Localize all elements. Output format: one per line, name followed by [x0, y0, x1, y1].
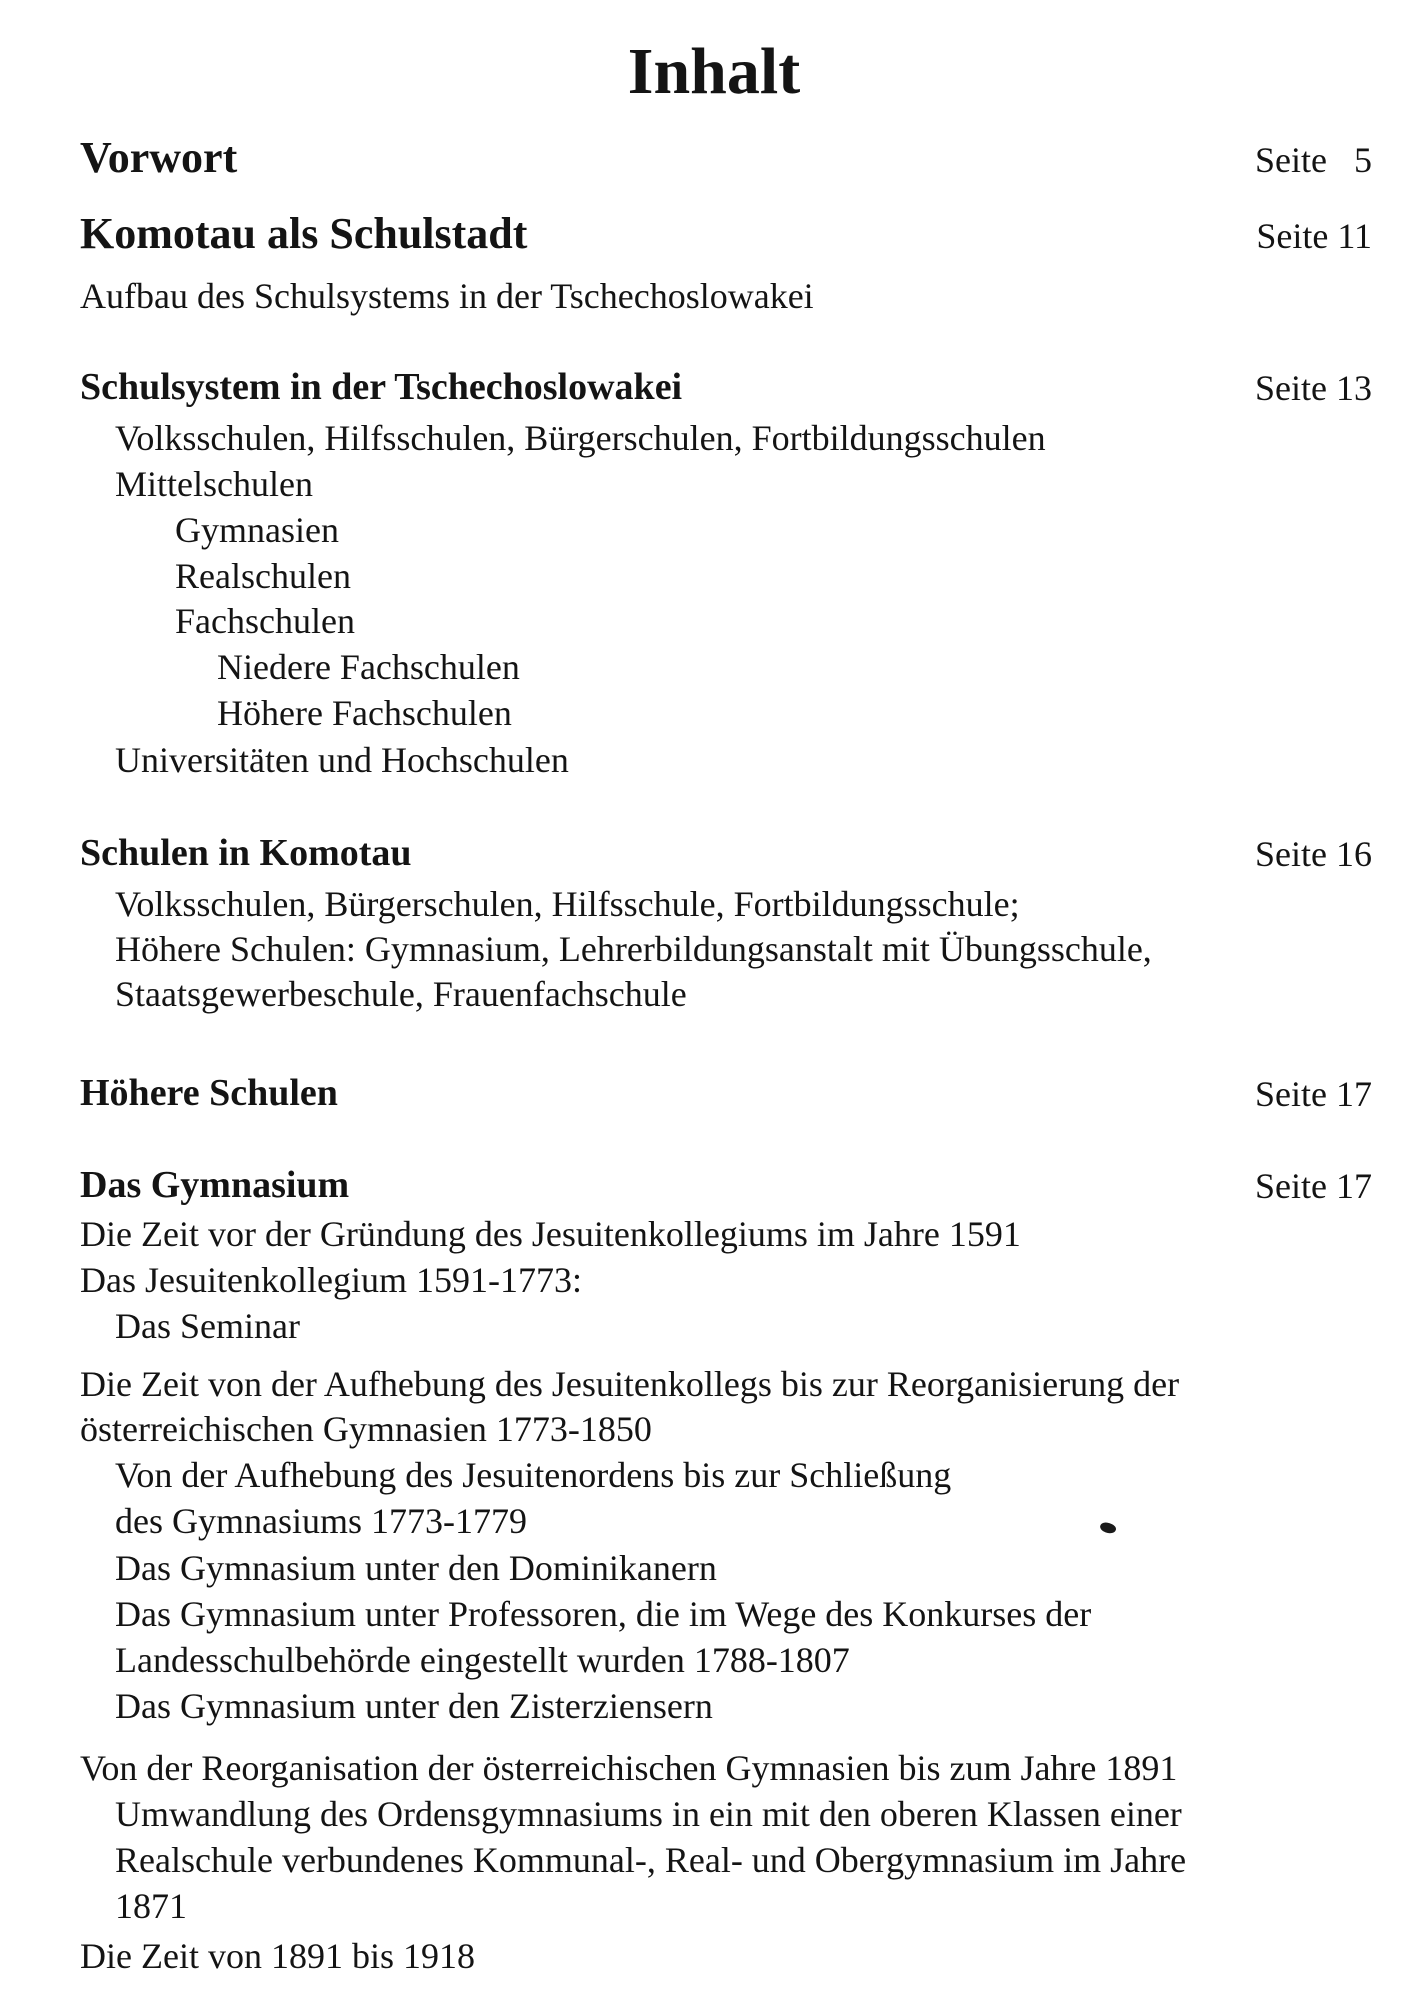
- toc-heading-komotau[interactable]: [80, 206, 1380, 262]
- toc-subentry: Aufbau des Schulsystems in der Tschechoslowakei: [80, 276, 814, 316]
- toc-page-ref: Seite 16: [1255, 834, 1372, 874]
- toc-subentry: Die Zeit vor der Gründung des Jesuitenkollegiums im Jahre 1591: [80, 1214, 1021, 1254]
- toc-subentry: Fachschulen: [175, 601, 355, 641]
- toc-subentry: Die Zeit von der Aufhebung des Jesuitenkollegs bis zur Reorganisierung der: [80, 1364, 1180, 1404]
- toc-subentry: Volksschulen, Hilfsschulen, Bürgerschulen, Fortbildungsschulen: [115, 418, 1046, 458]
- toc-subentry: österreichischen Gymnasien 1773-1850: [80, 1409, 652, 1449]
- toc-heading-label: Vorwort: [80, 133, 238, 182]
- toc-heading-label: Schulsystem in der Tschechoslowakei: [80, 366, 683, 408]
- toc-subentry: Das Gymnasium unter den Dominikanern: [115, 1548, 717, 1588]
- toc-heading-schulen-komotau[interactable]: [80, 828, 1380, 878]
- toc-subentry: des Gymnasiums 1773-1779: [115, 1501, 527, 1541]
- toc-heading-label: Höhere Schulen: [80, 1072, 338, 1114]
- page-title: Inhalt: [627, 35, 801, 108]
- toc-subentry: Das Seminar: [115, 1306, 300, 1346]
- toc-page-ref: Seite 17: [1255, 1166, 1372, 1206]
- toc-page-ref: Seite 17: [1255, 1074, 1372, 1114]
- toc-subentry: Universitäten und Hochschulen: [115, 740, 569, 780]
- toc-subentry: Umwandlung des Ordensgymnasiums in ein mit den oberen Klassen einer: [115, 1794, 1182, 1834]
- toc-subentry: Landesschulbehörde eingestellt wurden 1788-1807: [115, 1640, 850, 1680]
- toc-subentry: Die Zeit von 1891 bis 1918: [80, 1936, 475, 1976]
- toc-subentry: Höhere Fachschulen: [217, 693, 512, 733]
- toc-subentry: 1871: [115, 1886, 187, 1926]
- toc-subentry: Das Jesuitenkollegium 1591-1773:: [80, 1260, 582, 1300]
- toc-heading-schulsystem[interactable]: [80, 362, 1380, 412]
- toc-subentry: Das Gymnasium unter Professoren, die im Wege des Konkurses der: [115, 1594, 1092, 1634]
- toc-subentry: Staatsgewerbeschule, Frauenfachschule: [115, 974, 687, 1014]
- toc-page-ref: Seite 5: [1255, 140, 1372, 180]
- toc-heading-label: Komotau als Schulstadt: [80, 209, 528, 258]
- toc-heading-gymnasium[interactable]: [80, 1160, 1380, 1210]
- toc-page-ref: Seite 13: [1255, 368, 1372, 408]
- toc-heading-label: Das Gymnasium: [80, 1164, 350, 1206]
- toc-page-ref: Seite 11: [1256, 216, 1372, 256]
- toc-subentry: Das Gymnasium unter den Zisterziensern: [115, 1686, 713, 1726]
- toc-subentry: Realschule verbundenes Kommunal-, Real- und Obergymnasium im Jahre: [115, 1840, 1187, 1880]
- ink-speck-mark: [1099, 1521, 1117, 1536]
- toc-heading-label: Schulen in Komotau: [80, 832, 412, 874]
- toc-subentry: Realschulen: [175, 556, 351, 596]
- toc-subentry: Gymnasien: [175, 510, 339, 550]
- toc-heading-vorwort[interactable]: [80, 130, 1380, 186]
- toc-subentry: Von der Reorganisation der österreichischen Gymnasien bis zum Jahre 1891: [80, 1748, 1178, 1788]
- toc-subentry: Mittelschulen: [115, 464, 313, 504]
- toc-subentry: Volksschulen, Bürgerschulen, Hilfsschule, Fortbildungsschule;: [115, 884, 1020, 924]
- toc-subentry: Niedere Fachschulen: [217, 647, 520, 687]
- toc-subentry: Höhere Schulen: Gymnasium, Lehrerbildungsanstalt mit Übungsschule,: [115, 929, 1152, 969]
- toc-subentry: Von der Aufhebung des Jesuitenordens bis zur Schließung: [115, 1455, 952, 1495]
- toc-heading-hoehere-schulen[interactable]: [80, 1068, 1380, 1118]
